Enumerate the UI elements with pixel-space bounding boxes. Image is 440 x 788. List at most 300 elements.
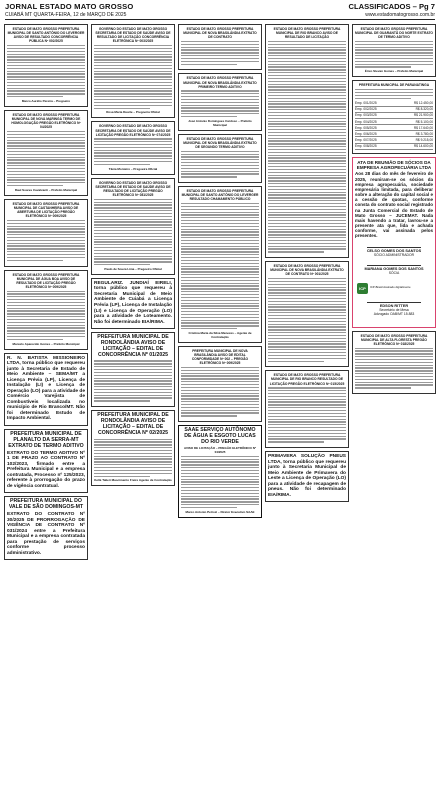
text-line xyxy=(7,137,85,138)
text-line xyxy=(268,118,346,119)
digital-signature-stamp xyxy=(357,283,433,294)
notice-signature: Paulo de Souza Lima – Pregoeiro Oficial xyxy=(104,266,162,271)
text-line xyxy=(181,156,259,157)
text-line xyxy=(94,464,172,465)
text-line xyxy=(7,71,85,72)
text-line xyxy=(268,284,346,285)
text-line xyxy=(268,341,346,342)
text-line xyxy=(94,256,172,257)
text-line xyxy=(181,234,259,235)
text-line xyxy=(7,165,85,166)
text-line xyxy=(268,78,346,79)
text-line xyxy=(181,102,259,103)
text-line xyxy=(181,393,259,394)
text-line xyxy=(355,98,411,99)
text-line xyxy=(7,245,85,246)
text-line xyxy=(355,376,433,377)
text-line xyxy=(268,438,346,439)
text-line xyxy=(268,55,346,56)
notice-signature: Marco Aurélio Pereira – Pregoeiro xyxy=(21,99,71,104)
text-line xyxy=(94,108,150,109)
notice-title: PREFEITURA MUNICIPAL DE RONDOLÂNDIA AVISO DE LICITAÇÃO – EDITAL DE CONCORRÊNCIA Nº 01/2025 xyxy=(97,334,169,358)
text-line xyxy=(181,260,259,261)
notice-title: ESTADO DE MATO GROSSO PREFEITURA MUNICIPAL DE CASTANHEIRA AVISO DE ABERTURA DE LICITAÇÃO PREGÃO ELETRÔNICO Nº 009/2025 xyxy=(12,201,80,219)
text-line xyxy=(268,315,346,316)
text-line xyxy=(7,93,85,94)
notice-title: PREFEITURA MUNICIPAL DO VALE DE SÃO DOMINGOS-MT xyxy=(8,498,84,511)
text-line xyxy=(7,185,63,186)
text-line xyxy=(268,155,346,156)
text-line xyxy=(181,93,259,94)
signer-role: Secretário de Mesa xyxy=(379,307,409,312)
text-line xyxy=(268,126,346,127)
text-line xyxy=(268,152,346,153)
notice-resultado-saude xyxy=(91,24,175,118)
text-line xyxy=(181,404,259,405)
text-line xyxy=(94,360,172,361)
text-line xyxy=(181,479,259,480)
notice-resultado-pregao-015 xyxy=(265,370,349,448)
text-line xyxy=(268,226,346,227)
text-line xyxy=(7,162,85,163)
text-line xyxy=(94,73,172,74)
text-line xyxy=(181,501,259,502)
notice-signature: Raul Soares Cavalcanti – Prefeito Municipal xyxy=(14,187,78,192)
text-line xyxy=(268,349,346,350)
text-line xyxy=(94,450,172,451)
text-line xyxy=(94,65,172,66)
text-line xyxy=(181,303,259,304)
notice-body xyxy=(355,41,433,68)
table-cell: Emp. 002/2025 xyxy=(355,107,377,112)
text-line xyxy=(94,241,172,242)
text-line xyxy=(268,346,346,347)
text-line xyxy=(94,363,172,364)
text-line xyxy=(268,52,346,53)
text-line xyxy=(181,268,259,269)
text-line xyxy=(355,49,433,50)
text-line xyxy=(181,212,259,213)
text-line xyxy=(268,281,346,282)
text-line xyxy=(94,213,172,214)
text-line xyxy=(181,496,259,497)
notice-title: PREFEITURA MUNICIPAL DE RONDOLÂNDIA AVISO DE LICITAÇÃO – EDITAL DE CONCORRÊNCIA Nº 02/2025 xyxy=(97,412,169,437)
text-line xyxy=(94,199,172,200)
text-line xyxy=(268,278,346,279)
text-line xyxy=(181,283,259,284)
text-line xyxy=(94,158,172,159)
text-line xyxy=(7,131,85,132)
text-line xyxy=(268,200,346,201)
text-line xyxy=(94,441,172,442)
notice-body xyxy=(181,456,259,508)
signature-mariana xyxy=(355,265,433,275)
text-line xyxy=(355,356,433,357)
text-line xyxy=(94,45,172,46)
text-line xyxy=(94,99,172,100)
text-line xyxy=(268,72,346,73)
text-line xyxy=(94,258,172,259)
notice-signature: José Antonio Domingues Cardoso – Prefeito Municipal xyxy=(188,118,252,127)
text-line xyxy=(94,386,172,387)
text-line xyxy=(181,294,259,295)
text-line xyxy=(94,458,172,459)
text-line xyxy=(181,47,259,48)
text-line xyxy=(181,308,259,309)
notice-signature: Tânia Monteiro – Pregoeira Oficial xyxy=(108,166,158,171)
text-line xyxy=(94,56,172,57)
text-line xyxy=(7,73,85,74)
text-line xyxy=(181,325,259,326)
text-line xyxy=(7,234,85,235)
notice-title: ESTADO DE MATO GROSSO PREFEITURA MUNICIPAL DE NOVA MARINGÁ TERMO DE HOMOLOGAÇÃO PREGÃO ELETRÔNICO Nº 04/2025 xyxy=(11,113,81,130)
notice-title: ESTADO DE MATO GROSSO PREFEITURA MUNICIPAL DE GUARANTÃ DO NORTE EXTRATO DE TERMO ADITIVO xyxy=(355,27,433,40)
text-line xyxy=(268,172,346,173)
text-line xyxy=(268,240,346,241)
notice-termo-aditivo xyxy=(4,429,88,494)
text-line xyxy=(268,312,346,313)
text-line xyxy=(268,248,346,249)
ata-text: Aos 28 dias do mês de fevereiro de 2025, reuniram-se os sócios da empresa agropecuária, sociedade empresária limitada, para deliberar sobre a alteração do capital social e a cessão de quotas, conforme consta do contrato social registrado na Junta Comercial do Estado de Mato Grosso – JUCEMAT. Nada mais havendo a tratar, lavrou-se a presente ata que, lida e achada conforme, vai assinada pelos presentes. xyxy=(355,171,433,239)
notice-title: PREFEITURA MUNICIPAL DE PARANATINGA xyxy=(358,83,430,88)
text-line xyxy=(268,206,346,207)
text-line xyxy=(181,154,259,155)
text-line xyxy=(181,322,259,323)
notice-title: ESTADO DE MATO GROSSO PREFEITURA MUNICIPAL DE ALTA FLORESTA PREGÃO ELETRÔNICO Nº 018/2025 xyxy=(360,333,428,346)
notice-licenca-ambiental xyxy=(4,353,88,426)
text-line xyxy=(94,247,172,248)
text-line xyxy=(7,159,85,160)
text-line xyxy=(7,237,85,238)
text-line xyxy=(268,229,346,230)
text-line xyxy=(268,132,346,133)
text-line xyxy=(7,177,85,178)
text-line xyxy=(181,254,259,255)
text-line xyxy=(94,204,172,205)
text-line xyxy=(181,415,237,416)
text-line xyxy=(181,314,259,315)
text-line xyxy=(7,325,85,326)
notice-title: ESTADO DE MATO GROSSO PREFEITURA MUNICIPAL DE NOVA BRASILÂNDIA EXTRATO DE CONTRATO Nº 001/2025 xyxy=(270,264,344,277)
text-line xyxy=(7,65,85,66)
page-header xyxy=(5,2,435,20)
text-line xyxy=(181,49,259,50)
text-line xyxy=(268,318,346,319)
text-line xyxy=(7,168,85,169)
text-line xyxy=(268,407,346,408)
text-line xyxy=(94,473,172,474)
text-line xyxy=(268,177,346,178)
text-line xyxy=(7,299,85,300)
text-line xyxy=(7,223,85,224)
text-line xyxy=(181,320,259,321)
text-line xyxy=(181,240,259,241)
text-line xyxy=(268,98,346,99)
text-line xyxy=(181,473,259,474)
notice-title: ESTADO DE MATO GROSSO PREFEITURA MUNICIPAL DE ÁGUA BOA AVISO DE RESULTADO DE LICITAÇÃO PREGÃO ELETRÔNICO Nº 009/2025 xyxy=(12,272,80,289)
text-line xyxy=(268,441,324,442)
text-line xyxy=(181,173,259,174)
notice-body xyxy=(181,90,259,117)
text-line xyxy=(94,467,172,468)
signer-role: SÓCIA xyxy=(388,270,400,275)
text-line xyxy=(181,107,259,108)
text-line xyxy=(268,361,324,362)
text-line xyxy=(94,253,172,254)
text-line xyxy=(268,436,346,437)
text-line xyxy=(268,433,346,434)
notice-guaranta-aditivo xyxy=(352,24,436,77)
notice-signature: Cristina Maria da Silva Menezes – Agente de Contratação xyxy=(188,330,252,339)
text-line xyxy=(181,110,259,111)
text-line xyxy=(181,300,259,301)
text-line xyxy=(268,109,346,110)
text-line xyxy=(268,304,346,305)
text-line xyxy=(181,176,237,177)
text-line xyxy=(181,456,259,457)
text-line xyxy=(94,105,172,106)
saae-title: SAAE SERVIÇO AUTÔNOMO DE ÁGUA E ESGOTO LUCAS DO RIO VERDE xyxy=(184,427,256,446)
text-line xyxy=(181,317,259,318)
text-line xyxy=(94,48,172,49)
text-line xyxy=(94,366,172,367)
text-line xyxy=(181,297,259,298)
notice-title: PREFEITURA MUNICIPAL DE NOVA BRASILÂNDIA AVISO DE EDITAL CONFORMIDADE Nº 002 – PREGÃO ELETRÔNICO Nº 009/2025 xyxy=(191,348,249,366)
text-line xyxy=(181,248,259,249)
notice-body xyxy=(268,278,346,362)
text-line xyxy=(7,228,85,229)
text-line xyxy=(94,90,172,91)
website-link[interactable]: www.estadomatogrosso.com.br xyxy=(365,12,435,18)
text-line xyxy=(268,393,346,394)
text-line xyxy=(181,395,259,396)
text-line xyxy=(268,358,346,359)
text-line xyxy=(181,464,259,465)
text-line xyxy=(181,280,259,281)
text-line xyxy=(94,54,172,55)
notice-body xyxy=(94,439,172,477)
text-line xyxy=(268,355,346,356)
column-3 xyxy=(178,24,262,521)
text-line xyxy=(181,96,259,97)
text-line xyxy=(355,367,433,368)
text-line xyxy=(355,359,433,360)
text-line xyxy=(181,257,259,258)
notice-regulariz xyxy=(91,278,175,329)
text-line xyxy=(355,58,433,59)
text-line xyxy=(268,186,346,187)
text-line xyxy=(268,209,346,210)
text-line xyxy=(181,162,259,163)
signature-celso xyxy=(355,247,433,257)
text-line xyxy=(181,487,259,488)
text-line xyxy=(7,260,63,261)
text-line xyxy=(181,214,259,215)
text-line xyxy=(181,407,259,408)
text-line xyxy=(268,64,346,65)
text-line xyxy=(268,121,346,122)
text-line xyxy=(7,302,85,303)
text-line xyxy=(268,86,346,87)
text-line xyxy=(94,470,172,471)
text-line xyxy=(268,129,346,130)
text-line xyxy=(181,476,259,477)
text-line xyxy=(268,430,346,431)
text-line xyxy=(268,292,346,293)
notice-primeiro-aditivo xyxy=(178,73,262,130)
text-line xyxy=(7,142,85,143)
text-line xyxy=(355,387,411,388)
text-line xyxy=(355,379,433,380)
text-line xyxy=(94,453,172,454)
text-line xyxy=(268,189,346,190)
text-line xyxy=(94,96,172,97)
text-line xyxy=(181,41,259,42)
signature-line xyxy=(367,247,422,248)
notice-body xyxy=(7,131,85,186)
text-line xyxy=(94,233,172,234)
text-line xyxy=(181,271,259,272)
text-line xyxy=(268,234,346,235)
column-5 xyxy=(352,24,436,397)
icp-brasil-logo: ICP xyxy=(357,283,368,294)
text-line xyxy=(355,55,433,56)
notice-body xyxy=(94,199,172,266)
text-line xyxy=(181,461,259,462)
text-line xyxy=(94,375,172,376)
text-line xyxy=(268,180,346,181)
text-line xyxy=(355,64,433,65)
text-line xyxy=(94,444,172,445)
text-line xyxy=(181,484,259,485)
text-line xyxy=(268,89,346,90)
text-line xyxy=(355,66,411,67)
notice-segundo-aditivo xyxy=(178,134,262,183)
text-line xyxy=(7,293,85,294)
signature-line xyxy=(367,265,422,266)
text-line xyxy=(94,392,172,393)
notice-edital-conformidade xyxy=(178,346,262,422)
notice-aviso-licitacao-saude xyxy=(91,121,175,174)
text-line xyxy=(355,44,433,45)
notice-resultado-pregao-saude xyxy=(91,178,175,275)
text-line xyxy=(94,210,172,211)
text-line xyxy=(355,95,433,96)
text-line xyxy=(7,154,85,155)
text-line xyxy=(94,71,172,72)
text-line xyxy=(181,285,259,286)
text-line xyxy=(268,197,346,198)
signer-name: MARIANA GOMES DOS SANTOS xyxy=(364,266,424,271)
signer-name: EDSON RITTER xyxy=(379,303,409,308)
text-line xyxy=(94,250,172,251)
empenho-table xyxy=(355,100,433,150)
notice-signature: Marco Antonio Petrozi – Diretor Executivo SAAE xyxy=(185,509,255,514)
text-line xyxy=(94,369,172,370)
text-line xyxy=(94,155,172,156)
column-4 xyxy=(265,24,349,505)
text-line xyxy=(7,90,85,91)
text-line xyxy=(7,51,85,52)
text-line xyxy=(181,398,259,399)
notice-body xyxy=(7,220,85,261)
text-line xyxy=(94,461,172,462)
notice-text: EXTRATO DO CONTRATO Nº 30/2025 DE PRORROGAÇÃO DE VIGÊNCIA DE CONTRATO Nº 031/2024 entre a Prefeitura Municipal e a empresa contratada para prestação de serviços conforme processo administrativo. xyxy=(7,512,85,556)
text-line xyxy=(268,321,346,322)
text-line xyxy=(181,90,259,91)
text-line xyxy=(355,92,433,93)
text-line xyxy=(181,263,259,264)
text-line xyxy=(7,82,85,83)
text-line xyxy=(94,79,172,80)
text-line xyxy=(94,152,172,153)
text-line xyxy=(181,490,259,491)
text-line xyxy=(181,116,237,117)
text-line xyxy=(181,387,259,388)
text-line xyxy=(181,410,259,411)
text-line xyxy=(181,168,259,169)
newspaper-name: JORNAL ESTADO MATO GROSSO xyxy=(5,2,134,11)
text-line xyxy=(268,163,346,164)
text-line xyxy=(94,82,172,83)
notice-body xyxy=(181,203,259,329)
text-line xyxy=(7,151,85,152)
text-line xyxy=(181,305,259,306)
text-line xyxy=(268,298,346,299)
text-line xyxy=(268,352,346,353)
text-line xyxy=(355,384,433,385)
table-cell: Emp. 004/2025 xyxy=(355,119,377,124)
text-line xyxy=(268,295,346,296)
text-line xyxy=(94,378,172,379)
notice-body xyxy=(94,45,172,109)
text-line xyxy=(268,149,346,150)
text-line xyxy=(181,378,259,379)
text-line xyxy=(181,504,259,505)
text-line xyxy=(7,62,85,63)
saae-subtitle: AVISO DE LICITAÇÃO – PREGÃO ELETRÔNICO Nº 04/2025 xyxy=(184,446,256,454)
text-line xyxy=(94,236,172,237)
text-line xyxy=(181,243,259,244)
text-line xyxy=(181,217,259,218)
text-line xyxy=(268,404,346,405)
text-line xyxy=(268,289,346,290)
text-line xyxy=(268,160,346,161)
notice-rondolandia-2 xyxy=(91,410,175,486)
text-line xyxy=(7,316,85,317)
text-line xyxy=(7,148,85,149)
table-cell: R$ 21.900,00 xyxy=(413,113,433,118)
text-line xyxy=(268,75,346,76)
text-line xyxy=(181,246,259,247)
table-cell: Emp. 006/2025 xyxy=(355,131,377,136)
notice-abertura-licitacao xyxy=(4,199,88,267)
text-line xyxy=(268,416,346,417)
text-line xyxy=(268,237,346,238)
notice-body xyxy=(181,151,259,178)
text-line xyxy=(268,135,346,136)
notice-body xyxy=(268,387,346,442)
text-line xyxy=(94,161,172,162)
text-line xyxy=(268,419,346,420)
notice-signature: Marcelo Aparecido Gomes – Prefeito Municipal xyxy=(12,341,80,346)
text-line xyxy=(355,362,433,363)
text-line xyxy=(181,412,259,413)
text-line xyxy=(268,427,346,428)
table-cell: Emp. 001/2025 xyxy=(355,100,377,105)
text-line xyxy=(7,336,85,337)
notice-body xyxy=(7,45,85,97)
